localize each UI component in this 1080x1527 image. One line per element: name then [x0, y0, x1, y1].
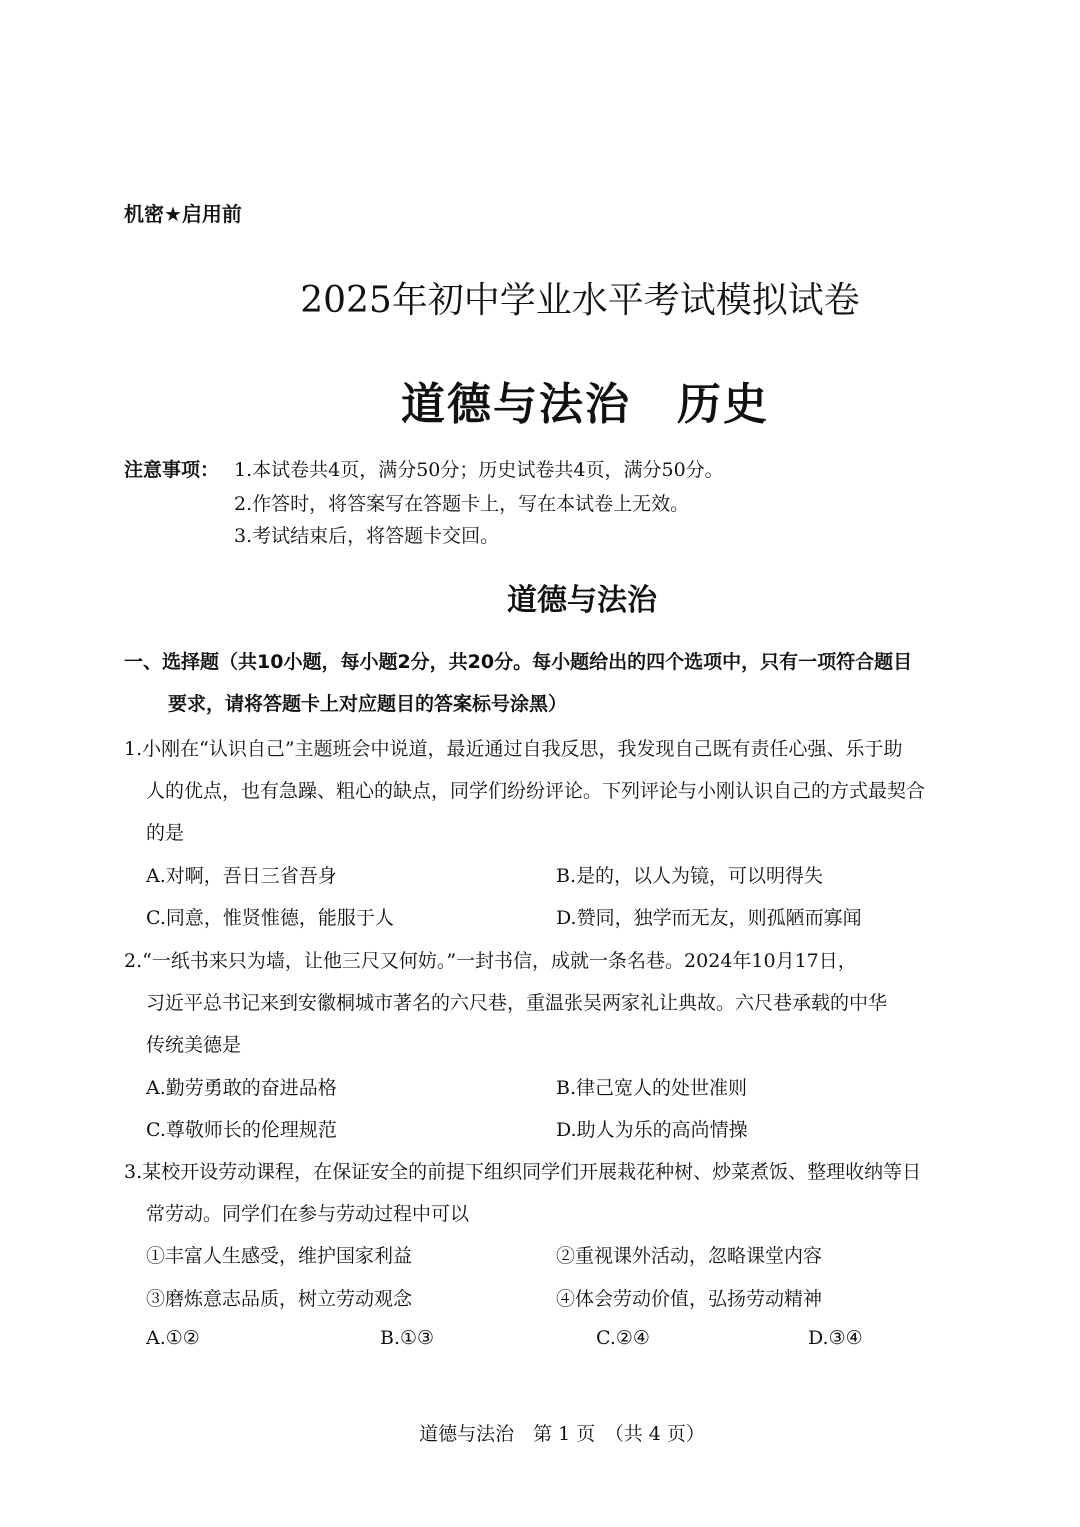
- part-heading-continued: 要求，请将答题卡上对应题目的答案标号涂黑）: [168, 693, 568, 715]
- option-d: D.助人为乐的高尚情操: [556, 1119, 748, 1141]
- option-b: B.①③: [380, 1327, 435, 1349]
- option-b: B.律己宽人的处世准则: [556, 1077, 748, 1099]
- question-stem-line: 习近平总书记来到安徽桐城市著名的六尺巷，重温张吴两家礼让典故。六尺巷承载的中华: [146, 992, 888, 1014]
- option-b: B.是的，以人为镜，可以明得失: [556, 865, 824, 887]
- option-a: A.对啊，吾日三省吾身: [146, 865, 337, 887]
- part-heading: 一、选择题（共10小题，每小题2分，共20分。每小题给出的四个选项中，只有一项符合题目: [124, 651, 913, 673]
- subjects-title: 道德与法治 历史: [401, 379, 769, 430]
- exam-title: 2025年初中学业水平考试模拟试卷: [300, 280, 860, 321]
- section-title: 道德与法治: [507, 583, 657, 618]
- notice-item: 2.作答时，将答案写在答题卡上，写在本试卷上无效。: [234, 493, 690, 515]
- option-d: D.③④: [808, 1327, 863, 1349]
- option-a: A.①②: [146, 1327, 200, 1349]
- question-stem-line: 的是: [146, 822, 185, 844]
- question-stem-line: 3.某校开设劳动课程，在保证安全的前提下组织同学们开展栽花种树、炒菜煮饭、整理收纳等日: [124, 1161, 922, 1183]
- option-c: C.②④: [596, 1327, 650, 1349]
- option-a: A.勤劳勇敢的奋进品格: [146, 1077, 337, 1099]
- statement-1: ①丰富人生感受，维护国家利益: [146, 1245, 413, 1267]
- confidential-label: 机密★启用前: [124, 202, 242, 226]
- question-stem-line: 2.“一纸书来只为墙，让他三尺又何妨。”一封书信，成就一条名巷。2024年10月17日，: [124, 950, 857, 972]
- statement-2: ②重视课外活动，忽略课堂内容: [556, 1245, 823, 1267]
- statement-4: ④体会劳动价值，弘扬劳动精神: [556, 1288, 823, 1310]
- notice-label: 注意事项：: [124, 459, 220, 481]
- notice-item: 1.本试卷共4页，满分50分；历史试卷共4页，满分50分。: [234, 459, 724, 481]
- statement-3: ③磨炼意志品质，树立劳动观念: [146, 1288, 413, 1310]
- notice-item: 3.考试结束后，将答题卡交回。: [234, 525, 500, 547]
- question-stem-line: 人的优点，也有急躁、粗心的缺点，同学们纷纷评论。下列评论与小刚认识自己的方式最契合: [146, 780, 926, 802]
- question-stem-line: 1.小刚在“认识自己”主题班会中说道，最近通过自我反思，我发现自己既有责任心强、乐于助: [124, 738, 903, 760]
- option-d: D.赞同，独学而无友，则孤陋而寡闻: [556, 907, 862, 929]
- option-c: C.尊敬师长的伦理规范: [146, 1119, 337, 1141]
- page-footer: 道德与法治 第 1 页 （共 4 页）: [419, 1423, 705, 1445]
- option-c: C.同意，惟贤惟德，能服于人: [146, 907, 394, 929]
- question-stem-line: 常劳动。同学们在参与劳动过程中可以: [146, 1203, 470, 1225]
- question-stem-line: 传统美德是: [146, 1034, 242, 1056]
